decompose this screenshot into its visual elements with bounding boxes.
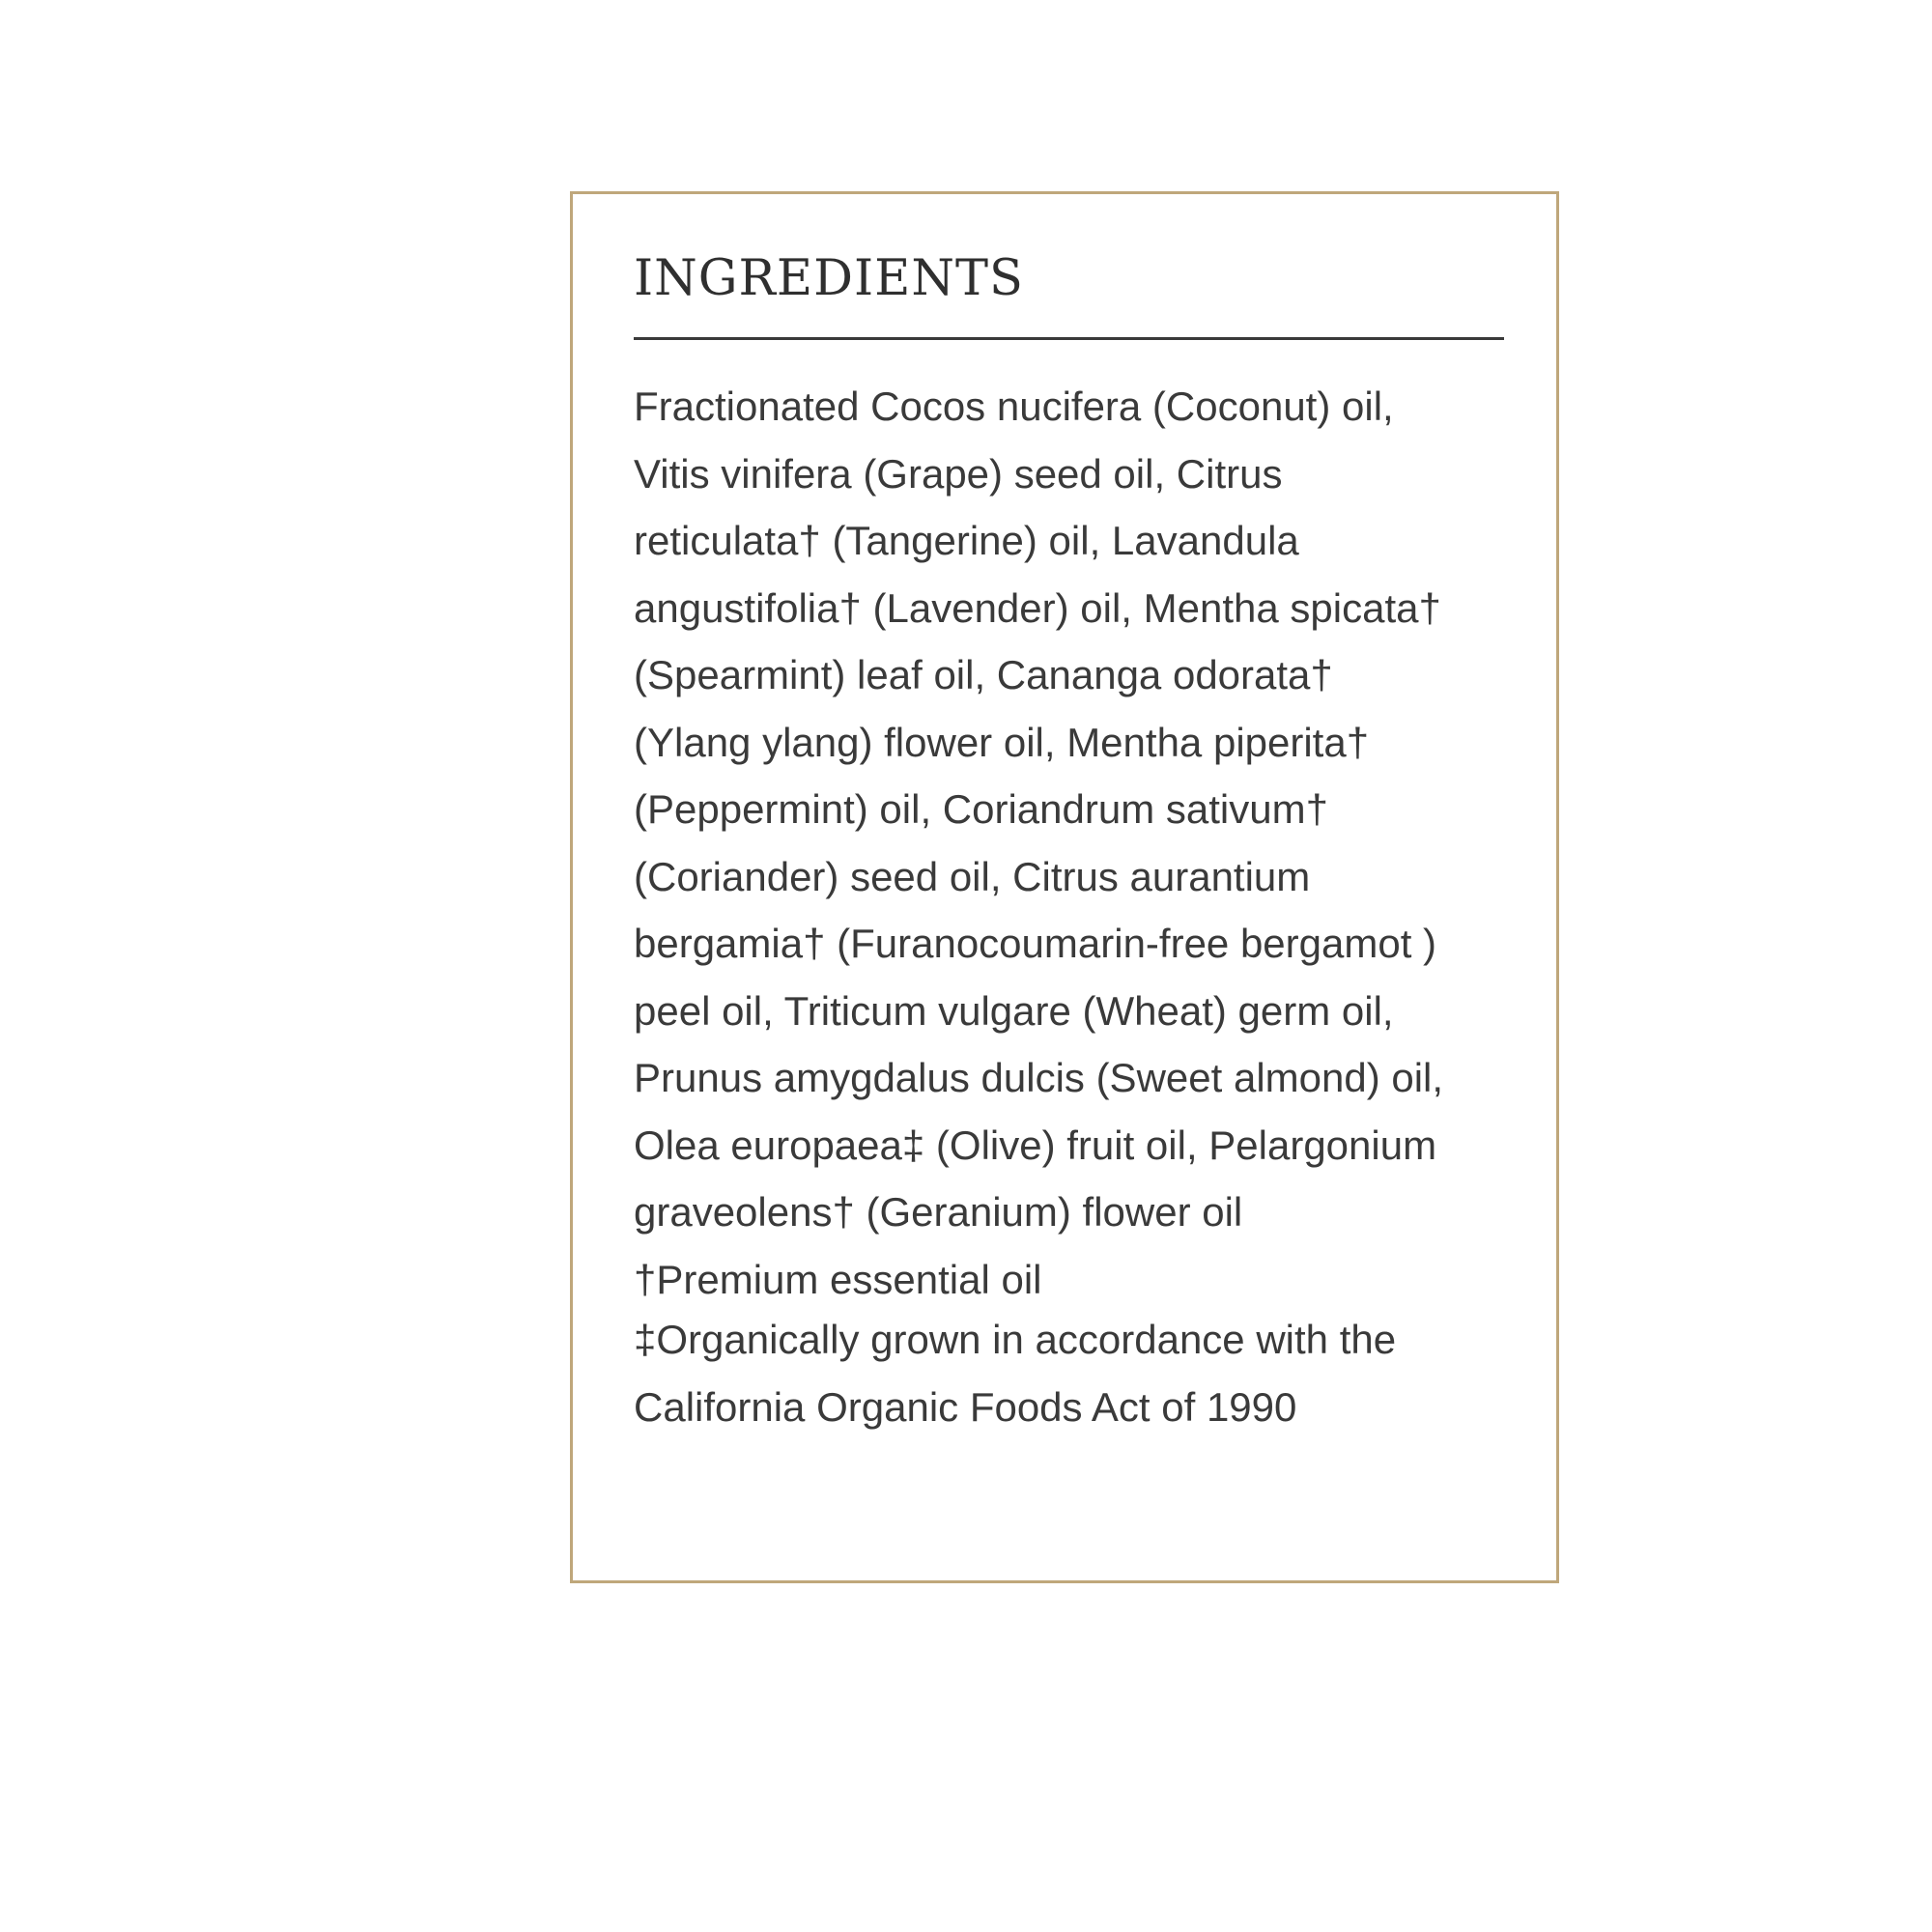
ingredient-line: Vitis vinifera (Grape) seed oil, Citrus <box>634 450 1283 497</box>
ingredients-panel <box>570 191 1559 1583</box>
ingredient-line: Prunus amygdalus dulcis (Sweet almond) oil, <box>634 1055 1444 1100</box>
ingredient-line: peel oil, Triticum vulgare (Wheat) germ oil, <box>634 987 1394 1034</box>
ingredient-line: (Spearmint) leaf oil, Cananga odorata† <box>634 652 1333 697</box>
ingredients-heading: INGREDIENTS <box>634 250 1024 307</box>
footnote-premium: †Premium essential oil <box>634 1256 1042 1302</box>
ingredient-line: graveolens† (Geranium) flower oil <box>634 1189 1243 1235</box>
ingredient-line: (Peppermint) oil, Coriandrum sativum† <box>634 786 1328 832</box>
ingredient-line: (Ylang ylang) flower oil, Mentha piperita† <box>634 719 1370 765</box>
ingredient-line: reticulata† (Tangerine) oil, Lavandula <box>634 518 1299 563</box>
footnote-organic-line2: California Organic Foods Act of 1990 <box>634 1383 1297 1430</box>
ingredients-list <box>634 373 1522 1440</box>
ingredient-line: angustifolia† (Lavender) oil, Mentha spicata† <box>634 584 1441 631</box>
footnote-organic-line1: ‡Organically grown in accordance with the <box>634 1317 1397 1362</box>
ingredient-line: (Coriander) seed oil, Citrus aurantium <box>634 853 1311 899</box>
ingredient-line: bergamia† (Furanocoumarin-free bergamot ) <box>634 921 1437 966</box>
ingredient-line: Fractionated Cocos nucifera (Coconut) oil, <box>634 384 1394 429</box>
ingredient-line: Olea europaea‡ (Olive) fruit oil, Pelargonium <box>634 1122 1437 1168</box>
heading-divider <box>634 337 1504 340</box>
